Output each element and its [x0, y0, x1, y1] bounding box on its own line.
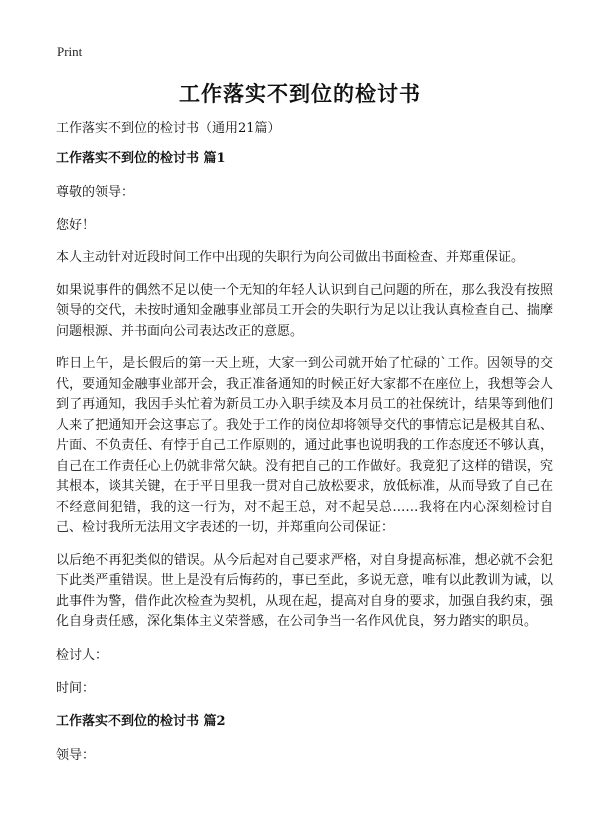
paragraph: 以后绝不再犯类似的错误。从今后起对自己要求严格，对自身提高标准，想必就不会犯下此类严重错误。世上是没有后悔药的，事已至此，多说无意，唯有以此教训为诫，以此事件为警，借作此次检查为契机，从现在起，提高对自身的要求，加强自我约束，强化自身责任感，深化集体主义荣誉感，在公司争当一名作风优良，努力踏实的职员。: [56, 552, 553, 629]
signature-label: 检讨人：: [56, 647, 109, 663]
section-1-greeting: 您好！: [56, 218, 96, 233]
paragraph: 昨日上午，是长假后的第一天上班，大家一到公司就开始了忙碌的`工作。因领导的交代，要通知金融事业部开会，我正准备通知的时候正好大家都不在座位上，我想等会人到了再通知，我因手头忙着为新员工办入职手续及本月员工的社保统计，结果等到他们人来了把通知开会这事忘了。我处于工作的岗位却将领导交代的事情忘记是极其自私、片面、不负责任、有悖于自己工作原则的，通过此事也说明我的工作态度还不够认真，自己在工作责任心上仍就非常欠缺。没有把自己的工作做好。我竟犯了这样的错误，究其根本，谈其关键，在于平日里我一贯对自己放松要求，放低标准，从而导致了自己在不经意间犯错，我的这一行为，对不起王总，对不起吴总……我将在内心深刻检讨自己、检讨我所无法用文字表述的一切，并郑重向公司保证：: [56, 356, 553, 535]
section-1-heading: 工作落实不到位的检讨书 篇1: [56, 151, 226, 166]
document-subtitle: 工作落实不到位的检讨书（通用21篇）: [56, 121, 281, 136]
paragraph: 如果说事件的偶然不足以使一个无知的年轻人认识到自己问题的所在，那么我没有按照领导的交代，未按时通知金融事业部员工开会的失职行为足以让我认真检查自己、揣摩问题根源、并书面向公司表达改正的意愿。: [56, 282, 553, 339]
print-label: Print: [57, 44, 83, 59]
page-title: 工作落实不到位的检讨书: [179, 81, 421, 106]
paragraph: 本人主动针对近段时间工作中出现的失职行为向公司做出书面检查、并郑重保证。: [56, 250, 525, 265]
section-2-salutation: 领导：: [56, 747, 96, 763]
time-label: 时间：: [56, 680, 96, 696]
document-body: [56, 118, 553, 778]
section-1-salutation: 尊敬的领导：: [56, 185, 135, 200]
section-2-heading: 工作落实不到位的检讨书 篇2: [56, 713, 226, 729]
